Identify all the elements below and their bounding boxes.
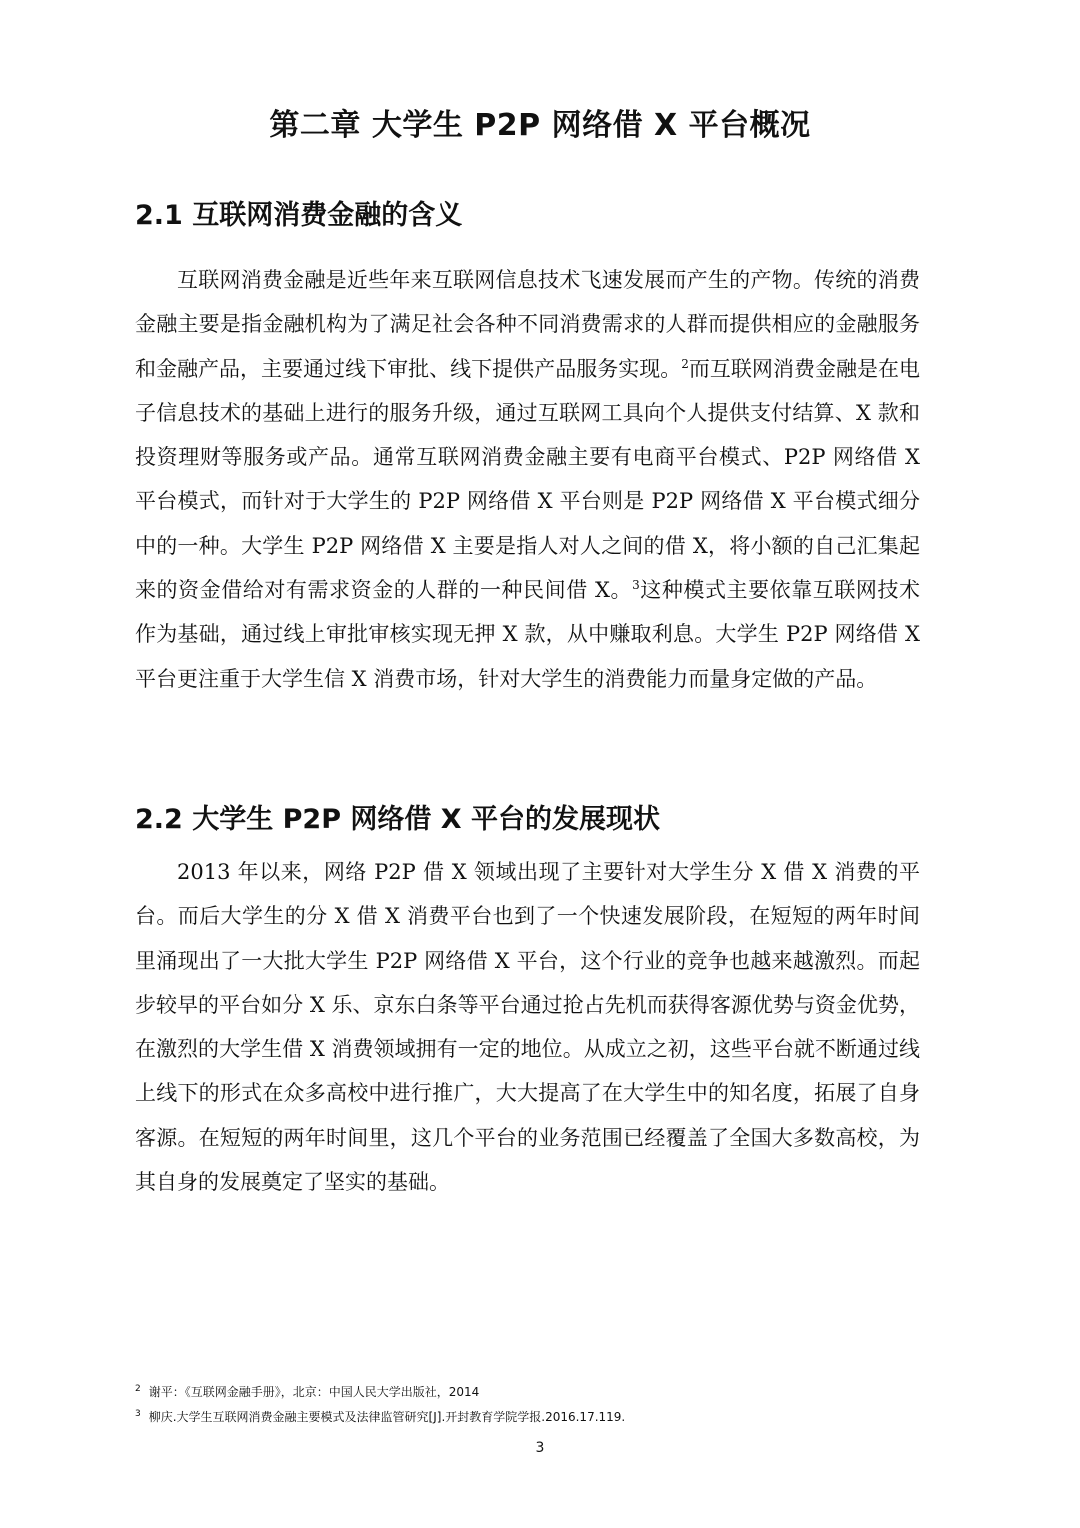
footnote-item (135, 1403, 935, 1428)
footnote-item (135, 1378, 935, 1403)
paragraph-text: 这种模式主要依靠互联网技术作为基础，通过线上审批审核实现无押 X 款，从中赚取利息。大学生 P2P 网络借 X 平台更注重于大学生信 X 消费市场，针对大学生的消费能力而量身定做的产品。 (135, 578, 921, 691)
section-2-2-paragraph (135, 850, 920, 1204)
paragraph-text: 互联网消费金融是近些年来互联网信息技术飞速发展而产生的产物。传统的消费金融主要是指金融机构为了满足社会各种不同消费需求的人群而提供相应的金融服务和金融产品，主要通过线下审批、线下提供产品服务实现。 (135, 268, 920, 381)
footnote-mark: 2 (135, 1384, 141, 1394)
footnote-reference[interactable]: 2 (681, 356, 689, 371)
section-2-1-paragraph (135, 258, 920, 701)
footnotes (135, 1378, 935, 1428)
footnote-mark: 3 (135, 1409, 141, 1419)
footnote-text: 柳庆.大学生互联网消费金融主要模式及法律监管研究[J].开封教育学院学报.2016.17.119. (148, 1410, 626, 1424)
footnote-text: 谢平：《互联网金融手册》，北京：中国人民大学出版社，2014 (148, 1385, 480, 1399)
section-heading-2-1: 2.1 互联网消费金融的含义 (135, 200, 463, 231)
footnote-reference[interactable]: 3 (632, 578, 640, 593)
chapter-title: 第二章 大学生 P2P 网络借 X 平台概况 (269, 108, 811, 143)
page-number: 3 (535, 1440, 545, 1456)
section-heading-2-2: 2.2 大学生 P2P 网络借 X 平台的发展现状 (135, 804, 661, 835)
paragraph-text: 而互联网消费金融是在电子信息技术的基础上进行的服务升级，通过互联网工具向个人提供支付结算、X 款和投资理财等服务或产品。通常互联网消费金融主要有电商平台模式、P2P 网络借 X 平台模式，而针对于大学生的 P2P 网络借 X 平台则是 P2P 网络借 X 平台模式细分中的一种。大学生 P2P 网络借 X 主要是指人对人之间的借 X，将小额的自己汇集起来的资金借给对有需求资金的人群的一种民间借 X。 (135, 356, 920, 603)
paragraph-text: 2013 年以来，网络 P2P 借 X 领域出现了主要针对大学生分 X 借 X 消费的平台。而后大学生的分 X 借 X 消费平台也到了一个快速发展阶段，在短短的两年时间里涌现出了一大批大学生 P2P 网络借 X 平台，这个行业的竞争也越来越激烈。而起步较早的平台如分 X 乐、京东白条等平台通过抢占先机而获得客源优势与资金优势，在激烈的大学生借 X 消费领域拥有一定的地位。从成立之初，这些平台就不断通过线上线下的形式在众多高校中进行推广，大大提高了在大学生中的知名度，拓展了自身客源。在短短的两年时间里，这几个平台的业务范围已经覆盖了全国大多数高校，为其自身的发展奠定了坚实的基础。 (135, 860, 920, 1195)
